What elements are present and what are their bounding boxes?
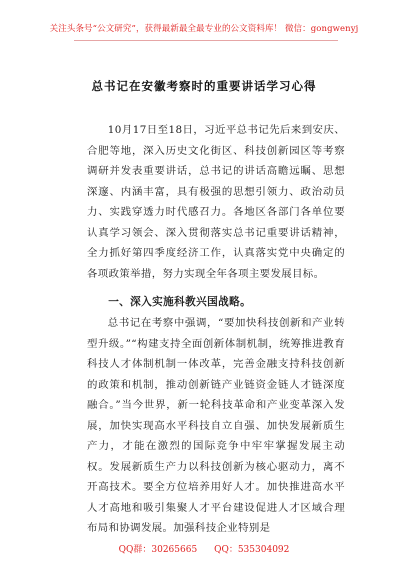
section-paragraph: 总书记在考察中强调，“要加快科技创新和产业转型升级。”“构建支持全面创新体制机制，统筹推进教育科技人才体制机制一体改革，完善金融支持科技创新的政策和机制，推动创新链产业链资金链人才链深度融合。”当今世界，新一轮科技革命和产业变革深入发展，加快实现高水平科技自立自强、加快发展新质生产力，才能在激烈的国际竞争中牢牢掌握发展主动权。发展新质生产力以科技创新为核心驱动力，离不开高技术。要全方位培养用好人才。加快推进高水平人才高地和吸引集聚人才平台建设促进人才区域合理布局和协调发展。加强科技企业特别是 [87,317,345,534]
footer-qq: QQ：535304092 [214,545,290,555]
document-title: 总书记在安徽考察时的重要讲话学习心得 [91,79,317,93]
footer-contact [0,542,408,555]
section-heading: 一、深入实施科教兴国战略。 [108,296,252,308]
header-banner: 关注头条号“公文研究”，获得最新最全最专业的公文资料库！ 微信：gongwenyj [49,24,359,34]
header-divider [74,40,338,41]
intro-paragraph: 10月17日至18日，习近平总书记先后来到安庆、合肥等地，深入历史文化街区、科技创新园区等考察调研并发表重要讲话，总书记的讲话高瞻远瞩、思想深邃、内涵丰富，具有极强的思想引领力、政治动员力、实践穿透力时代感召力。各地区各部门各单位要认真学习领会、深入贯彻落实总书记重要讲话精神，全力抓好第四季度经济工作，认真落实党中央确定的各项政策举措，努力实现全年各项主要发展目标。 [87,124,345,280]
footer-qq-group: QQ群：30265665 [118,545,198,555]
